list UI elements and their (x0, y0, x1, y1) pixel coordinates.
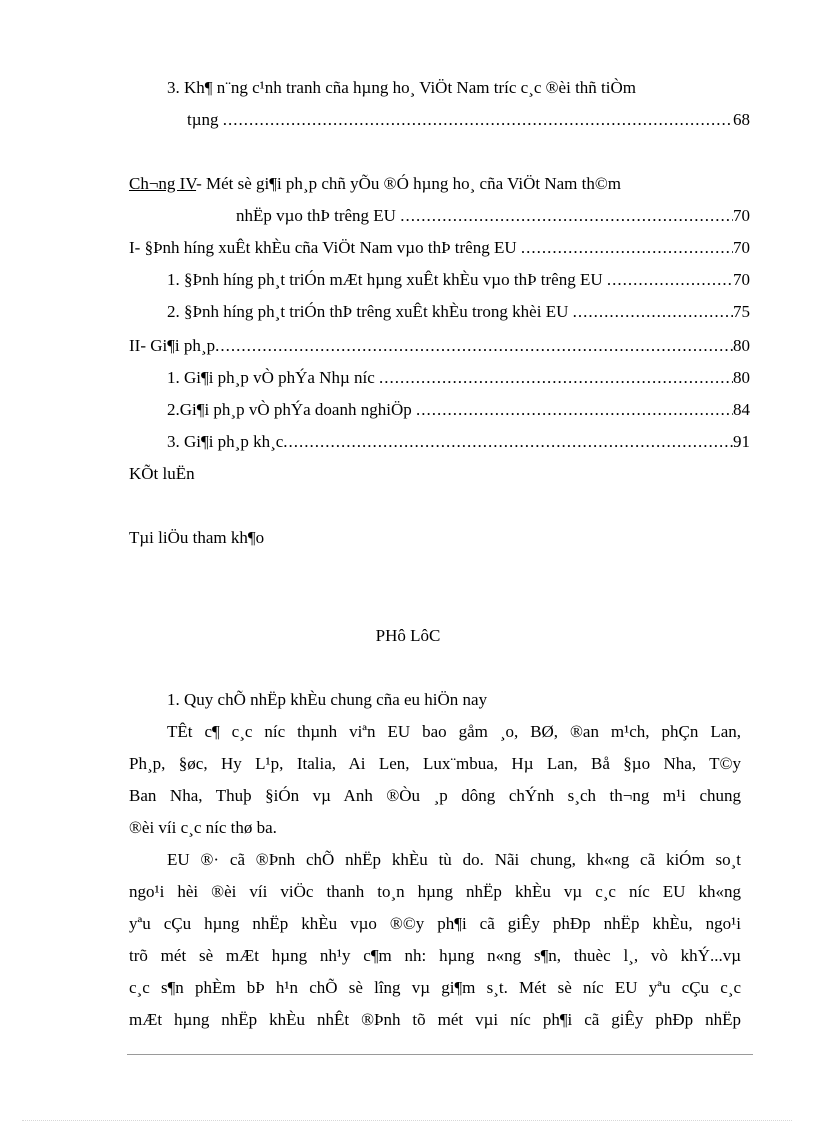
paragraph-line: yªu cÇu hµng nhËp khÈu vµo ®©y ph¶i cã giÊy phÐp nhËp khÈu, ngo¹i (129, 914, 741, 933)
toc-section-2-3[interactable] (167, 432, 750, 452)
toc-item-3-line1: 3. Kh¶ n¨ng c¹nh tranh cña hµng ho¸ ViÖt Nam tríc c¸c ®èi thñ tiÒm (167, 78, 636, 97)
toc-page-number: 68 (733, 110, 750, 129)
paragraph-line: TÊt c¶ c¸c níc thµnh viªn EU bao gåm ¸o, BØ, ®an m¹ch, phÇn Lan, (167, 722, 741, 741)
toc-item-3-line2: tµng (187, 110, 219, 129)
toc-section-1-1-title: 1. §Þnh híng ph¸t triÓn mÆt hµng xuÊt khÈu vµo thÞ trêng EU (167, 270, 603, 289)
appendix-subtitle: 1. Quy chÕ nhËp khÈu chung cña eu hiÖn nay (167, 690, 488, 709)
toc-section-1-2[interactable] (167, 302, 750, 322)
toc-page-number: 70 (733, 270, 750, 289)
toc-leader (215, 336, 733, 356)
toc-leader (416, 400, 733, 420)
footer-divider (127, 1054, 753, 1055)
toc-section-2-2-title: 2.Gi¶i ph¸p vÒ phÝa doanh nghiÖp (167, 400, 412, 419)
toc-page-number: 84 (733, 400, 750, 419)
toc-section-1[interactable] (129, 238, 750, 258)
toc-page-number: 70 (733, 238, 750, 257)
paragraph-line: Ph¸p, §øc, Hy L¹p, Italia, Ai Len, Lux¨mbua, Hµ Lan, Bå §µo Nha, T©y (129, 754, 741, 773)
toc-references[interactable]: Tµi liÖu tham kh¶o (129, 528, 265, 547)
toc-leader (573, 302, 733, 322)
toc-section-2-1-title: 1. Gi¶i ph¸p vÒ phÝa Nhµ níc (167, 368, 375, 387)
toc-chapter-4[interactable] (236, 206, 750, 226)
toc-page-number: 91 (733, 432, 750, 451)
appendix-title: PHô LôC (375, 626, 441, 645)
paragraph-line: trõ mét sè mÆt hµng nh¹y c¶m nh: hµng n«ng s¶n, thuèc l¸, vò khÝ...vµ (129, 946, 741, 965)
toc-leader (283, 432, 733, 452)
toc-section-1-2-title: 2. §Þnh híng ph¸t triÓn thÞ trêng xuÊt khÈu trong khèi EU (167, 302, 569, 321)
toc-chapter-4-line2: nhËp vµo thÞ trêng EU (236, 206, 396, 225)
toc-item-3[interactable] (187, 110, 750, 130)
toc-leader (521, 238, 733, 258)
chapter-4-label: Ch¬ng IV (129, 174, 197, 193)
toc-leader (607, 270, 733, 290)
toc-section-1-1[interactable] (167, 270, 750, 290)
chapter-4-title: - Mét sè gi¶i ph¸p chñ yÕu ®Ó hµng ho¸ cña ViÖt Nam th©m (196, 174, 621, 193)
toc-page-number: 75 (733, 302, 750, 321)
toc-section-2[interactable] (129, 336, 750, 356)
paragraph-line: mÆt hµng nhËp khÈu nhÊt ®Þnh tõ mét vµi níc ph¶i cã giÊy phÐp nhËp (129, 1010, 741, 1029)
toc-section-2-1[interactable] (167, 368, 750, 388)
paragraph-line: Ban Nha, Thuþ §iÓn vµ Anh ®Òu ¸p dông chÝnh s¸ch th¬ng m¹i chung (129, 786, 741, 805)
toc-chapter-4-line1 (129, 174, 621, 194)
toc-page-number: 80 (733, 336, 750, 355)
toc-conclusion[interactable]: KÕt luËn (129, 464, 195, 483)
toc-section-1-title: I- §Þnh híng xuÊt khÈu cña ViÖt Nam vµo thÞ trêng EU (129, 238, 517, 257)
toc-leader (400, 206, 733, 226)
toc-page-number: 70 (733, 206, 750, 225)
page-edge-divider (22, 1120, 792, 1121)
toc-page-number: 80 (733, 368, 750, 387)
toc-section-2-title: II- Gi¶i ph¸p (129, 336, 216, 355)
toc-leader (223, 110, 733, 130)
toc-section-2-2[interactable] (167, 400, 750, 420)
paragraph-line: ngo¹i hèi ®èi víi viÖc thanh to¸n hµng nhËp khÈu vµ c¸c níc EU kh«ng (129, 882, 741, 901)
toc-section-2-3-title: 3. Gi¶i ph¸p kh¸c (167, 432, 284, 451)
toc-leader (379, 368, 733, 388)
paragraph-line: c¸c s¶n phÈm bÞ h¹n chÕ sè lîng vµ gi¶m s¸t. Mét sè níc EU yªu cÇu c¸c (129, 978, 741, 997)
paragraph-line: EU ®· cã ®Þnh chÕ nhËp khÈu tù do. Nãi chung, kh«ng cã kiÓm so¸t (167, 850, 741, 869)
paragraph-line: ®èi víi c¸c níc thø ba. (129, 818, 277, 837)
